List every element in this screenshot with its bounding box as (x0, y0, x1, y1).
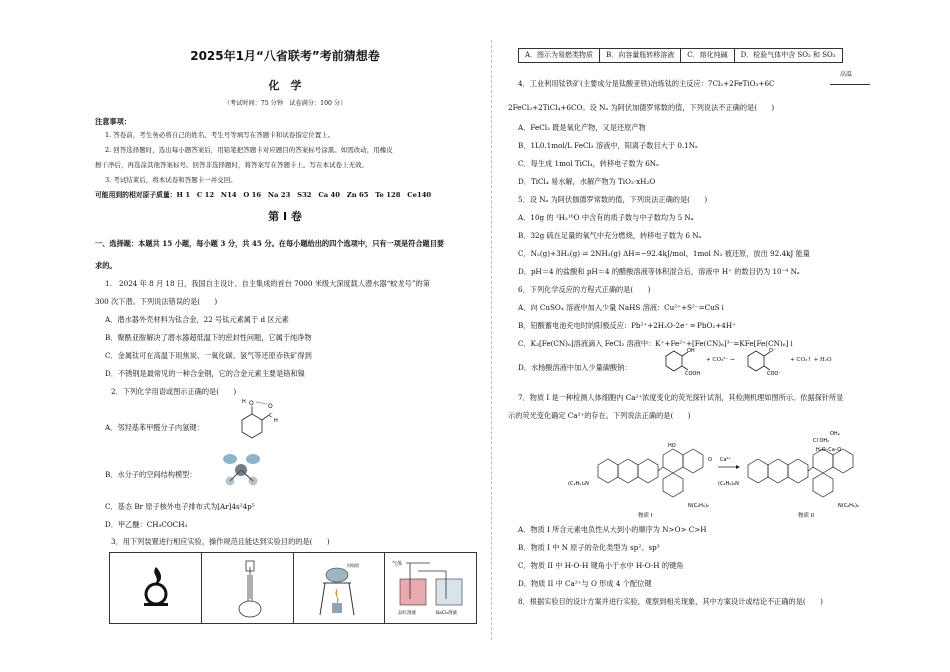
atomic-masses: 可能用到的相对原子质量：H 1 C 12 N14 O 16 Na 23 S32 Ca 40 Zn 65 Te 128 Ce140 (95, 191, 432, 199)
section-title: 第 I 卷 (268, 210, 302, 223)
exam-title: 2025年1月“八省联考”考前猜想卷 (190, 49, 380, 63)
svg-text:Cl OH₂: Cl OH₂ (813, 438, 830, 444)
q1-stem-2: 300 次下潜。下列说法错误的是( ) (95, 297, 218, 306)
q2-stem: 2．下列化学用语或图示正确的是( ) (111, 387, 237, 396)
svg-text:COOH: COOH (685, 371, 701, 376)
fluorescent-probe-mechanism-figure (568, 425, 888, 520)
q6-option-d: D．水杨酸溶液中加入少量碳酸钠： (518, 363, 632, 372)
q4-stem: 4．工业利用钛铁矿(主要成分是钛酸亚铁)冶炼钛的主反应：7Cl₂+2FeTiO₃+6C (518, 79, 775, 88)
svg-text:H: H (242, 399, 246, 405)
q1-option-b: B．聚酰亚胺解决了潜水器超低温下的密封性问题，它属于纯净物 (105, 333, 312, 342)
water-molecule-model-icon (220, 450, 265, 488)
svg-text:(C₂H₅)₂N: (C₂H₅)₂N (718, 481, 739, 487)
section-intro-2: 求的。 (95, 261, 117, 270)
svg-text:COO⁻: COO⁻ (767, 371, 782, 376)
svg-text:OH: OH (687, 348, 695, 354)
q5-stem: 5．设 Nₐ 为阿伏伽德罗常数的值，下列说法正确的是( ) (518, 195, 708, 204)
q3-stem: 3．用下列装置进行相应实验，操作规范且能达到实验目的的是( ) (111, 537, 330, 546)
q2-option-d: D．甲乙醚：CH₃COCH₃ (105, 520, 188, 529)
svg-text:H₂O–Ca–O: H₂O–Ca–O (816, 447, 842, 453)
column-divider (491, 40, 492, 640)
volumetric-flask-icon (230, 559, 270, 619)
crucible-tongs-label: 坩埚钳 (347, 563, 359, 568)
notice-item: 3. 考试结束后，将本试卷和答题卡一并交回。 (105, 176, 237, 184)
q4-stem-2: 2FeCl₃+2TiCl₄+6CO。设 Nₐ 为阿伏加德罗常数的值，下列说法不正确的是( ) (508, 103, 775, 112)
salicylic-acid-structure (658, 346, 702, 376)
q5-option-c: C．N₂(g)+3H₂(g) ⇌ 2NH₃(g) ΔH=−92.4kJ/mol，1mol N₂ 被还原，放出 92.4kJ 能量 (518, 249, 810, 258)
q6-option-a: A．向 CuSO₄ 溶液中加入少量 NaHS 溶液：Cu²⁺+S²⁻=CuS↓ (518, 303, 726, 312)
q3-option-d: D．检验气体中含 SO₂ 和 SO₃ (734, 49, 842, 63)
q6-eq-end: + CO₂↑ + H₂O (790, 357, 832, 363)
salicylate-structure (740, 346, 784, 376)
crucible-burner-icon (315, 559, 365, 619)
substance-1-label: 物质 I (638, 513, 653, 519)
q5-option-d: D．pH＝4 的盐酸和 pH＝4 的醋酸溶液等体积混合后，溶液中 H⁺ 的数目仍为 10⁻⁴ Nₐ (518, 267, 800, 276)
q4-option-d: D．TiCl₄ 易水解，水解产物为 TiO₂·xH₂O (518, 177, 656, 186)
q1-option-a: A．潜水器外壳材料为钛合金，22 号钛元素属于 d 区元素 (105, 315, 289, 324)
q6-stem: 6．下列化学反应的方程式正确的是( ) (518, 285, 651, 294)
q3-apparatus-row (109, 552, 477, 624)
subject-title: 化 学 (268, 79, 302, 92)
q4-option-b: B．1L0.1mol/L FeCl₃ 溶液中，阳离子数目大于 0.1Nₐ (518, 141, 698, 150)
q2-option-b: B．水分子的空间结构模型： (105, 470, 197, 479)
reaction-arrow (830, 84, 870, 85)
q4-condition: 高温 (840, 71, 853, 78)
q6-option-b: B．铅酸蓄电池充电时的阳极反应：Pb²⁺+2H₂O-2e⁻ ═ PbO₂+4H⁺ (518, 321, 736, 330)
q7-stem-2: 示的荧光变化确定 Ca²⁺的存在。下列说法正确的是( ) (508, 411, 691, 420)
q3-option-a: A．图示为易燃类物质 (519, 49, 600, 63)
q7-option-a: A．物质 I 所含元素电负性从大到小的顺序为 N>O> C>H (518, 525, 707, 534)
q4-option-a: A．FeCl₃ 既是氧化产物，又是还原产物 (518, 123, 646, 132)
reagent-label-1: 品红溶液 (398, 611, 416, 616)
q2-option-a: A．邻羟基苯甲醛分子内氢键： (105, 423, 204, 432)
svg-text:N(C₂H₅)₂: N(C₂H₅)₂ (688, 503, 709, 509)
q3-options-table (518, 48, 843, 63)
q5-option-a: A．10g 的 ²H₂¹⁶O 中含有的质子数与中子数均为 5 Nₐ (518, 213, 694, 222)
q1-stem: 1. 2024 年 8 月 18 日，我国自主设计、自主集成的首台 7000 米级大深度载人潜水器“蛟龙号”的第 (105, 279, 430, 288)
svg-text:O⁻: O⁻ (769, 348, 776, 354)
right-column (508, 0, 893, 672)
svg-text:OH₂: OH₂ (830, 431, 840, 437)
q7-option-c: C．物质 II 中 H-O-H 键角小于水中 H-O-H 的键角 (518, 561, 684, 570)
q3-option-b: B．向容量瓶转移溶液 (600, 49, 681, 63)
svg-text:O: O (249, 400, 254, 407)
gas-wash-bottles-icon (390, 557, 474, 619)
hydrogen-bond-structure (230, 398, 285, 444)
notice-item: 1. 答卷前，考生务必将自己的姓名、考生号等填写在答题卡和试卷指定位置上。 (105, 131, 335, 139)
svg-text:N(C₂H₅)₂: N(C₂H₅)₂ (838, 503, 859, 509)
q6-option-c: C．K₃[Fe(CN)₆]溶液滴入 FeCl₂ 溶液中：K⁺+Fe²⁺+[Fe(CN)₆]³⁻=KFe[Fe(CN)₆]↓ (518, 339, 795, 348)
svg-text:H: H (274, 418, 278, 424)
q4-option-c: C．每生成 1mol TiCl₄，转移电子数为 6Nₐ (518, 159, 659, 168)
notice-item: 擦干净后，再选涂其他答案标号。回答非选择题时，将答案写在答题卡上。写在本试卷上无效。 (95, 161, 368, 169)
q5-option-b: B．32g 硫在足量的氧气中充分燃烧，转移电子数为 6 Nₐ (518, 231, 702, 240)
svg-text:(C₂H₅)₂N: (C₂H₅)₂N (568, 481, 589, 487)
q2-option-c: C．基态 Br 原子核外电子排布式为[Ar]4s²4p⁵ (105, 502, 255, 511)
svg-text:O: O (268, 403, 273, 410)
q3-option-c: C．熔化纯碱 (681, 49, 734, 63)
q8-stem: 8．根据实验目的设计方案并进行实验，观察到相关现象，其中方案设计或结论不正确的是( ) (518, 597, 823, 606)
notice-heading: 注意事项： (95, 117, 131, 126)
q7-stem: 7．物质 I 是一种检测人体细胞内 Ca²⁺浓度变化的荧光探针试剂，其检测机理如图所示。依据探针所显 (518, 393, 844, 402)
notice-item: 2. 回答选择题时，选出每小题答案后，用铅笔把答题卡对应题目的答案标号涂黑。如需改动，用橡皮 (105, 146, 393, 154)
section-intro: 一、选择题：本题共 15 小题，每小题 3 分，共 45 分。在每小题给出的四个选项中，只有一项是符合题目要 (95, 239, 445, 248)
exam-meta: （考试时间：75 分钟 试卷满分：100 分） (223, 100, 347, 107)
svg-text:O: O (708, 457, 712, 463)
left-column (95, 0, 475, 672)
reagent-label-2: BaCl₂溶液 (436, 611, 458, 616)
q1-option-c: C．金属钛可在高温下用焦炭、一氧化碳、氢气等还原赤铁矿得到 (105, 351, 312, 360)
q7-option-d: D．物质 II 中 Ca²⁺与 O 形成 4 个配位键 (518, 579, 652, 588)
q6-eq-mid: + CO₃²⁻ → (706, 357, 735, 363)
oxidizer-hazard-icon (140, 565, 172, 607)
substance-2-label: 物质 II (798, 513, 814, 519)
svg-text:Ca²⁺: Ca²⁺ (720, 457, 732, 463)
q1-option-d: D．不锈钢是最常见的一种合金钢，它的合金元素主要是铬和镍 (105, 369, 305, 378)
q7-option-b: B．物质 I 中 N 原子的杂化类型为 sp²、sp³ (518, 543, 660, 552)
svg-text:HO: HO (668, 443, 676, 449)
svg-text:C: C (269, 413, 273, 419)
gas-label: 气体 (392, 561, 403, 567)
